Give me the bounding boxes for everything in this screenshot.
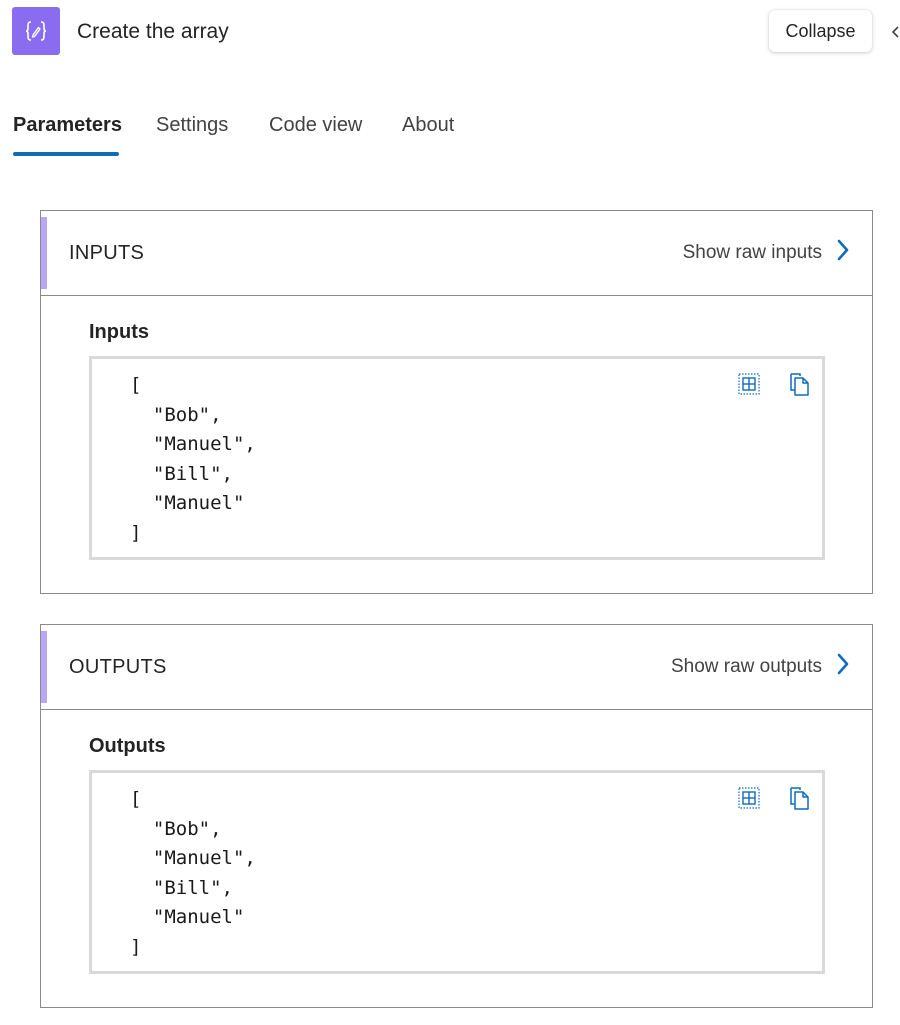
chevron-right-icon bbox=[836, 653, 850, 681]
outputs-code-box[interactable] bbox=[89, 770, 825, 974]
inputs-section-title: INPUTS bbox=[69, 242, 145, 264]
show-raw-outputs-label: Show raw outputs bbox=[670, 656, 822, 677]
tab-bar bbox=[0, 100, 900, 160]
copy-icon[interactable] bbox=[786, 371, 812, 397]
tab-about[interactable]: About bbox=[402, 114, 455, 136]
braces-pencil-icon bbox=[12, 7, 60, 55]
outputs-field-label: Outputs bbox=[89, 735, 166, 757]
tab-code-view[interactable]: Code view bbox=[269, 114, 363, 136]
tab-parameters[interactable]: Parameters bbox=[13, 114, 122, 136]
action-title: Create the array bbox=[77, 20, 229, 43]
inputs-section bbox=[40, 210, 873, 594]
collapse-button[interactable]: Collapse bbox=[769, 10, 872, 52]
section-accent-bar bbox=[41, 631, 47, 703]
chevron-right-icon bbox=[836, 239, 850, 267]
inputs-code: [ "Bob", "Manuel", "Bill", "Manuel" ] bbox=[130, 374, 256, 544]
show-raw-outputs-link[interactable] bbox=[671, 653, 850, 681]
outputs-code: [ "Bob", "Manuel", "Bill", "Manuel" ] bbox=[130, 788, 256, 958]
outputs-section bbox=[40, 624, 873, 1008]
inputs-field-label: Inputs bbox=[89, 321, 149, 343]
inputs-code-box[interactable] bbox=[89, 356, 825, 560]
section-accent-bar bbox=[41, 217, 47, 289]
active-tab-indicator bbox=[13, 152, 119, 156]
tab-settings[interactable]: Settings bbox=[156, 114, 229, 136]
outputs-section-header bbox=[41, 625, 872, 710]
show-raw-inputs-link[interactable] bbox=[683, 239, 850, 267]
show-raw-inputs-label: Show raw inputs bbox=[682, 242, 822, 263]
table-view-icon[interactable] bbox=[736, 785, 762, 811]
chevron-left-icon[interactable] bbox=[888, 20, 900, 44]
outputs-section-title: OUTPUTS bbox=[69, 656, 167, 678]
action-header bbox=[0, 0, 900, 72]
copy-icon[interactable] bbox=[786, 785, 812, 811]
table-view-icon[interactable] bbox=[736, 371, 762, 397]
inputs-section-header bbox=[41, 211, 872, 296]
